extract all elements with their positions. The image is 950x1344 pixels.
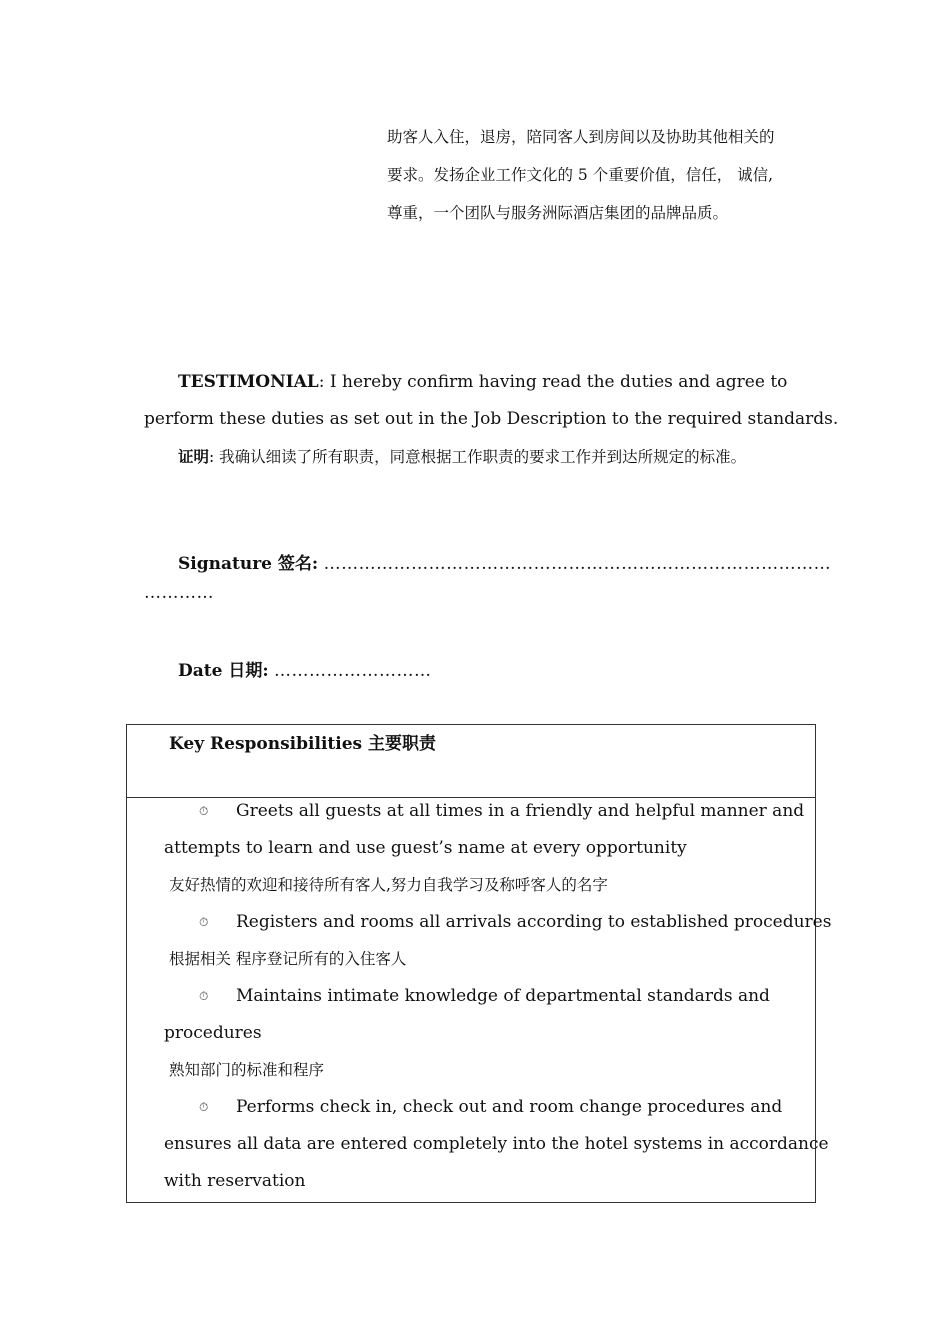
testimonial-line-2: perform these duties as set out in the Job Description to the required standards. — [144, 409, 839, 429]
responsibility-1-zh: 友好热情的欢迎和接待所有客人,努力自我学习及称呼客人的名字 — [169, 876, 608, 894]
responsibility-4-en-2: ensures all data are entered completely into the hotel systems in accordance — [164, 1134, 829, 1154]
testimonial-label: TESTIMONIAL — [178, 372, 319, 392]
clock-icon: ⏱ — [199, 1100, 209, 1114]
responsibility-1-en-2: attempts to learn and use guest’s name at every opportunity — [164, 838, 687, 858]
intro-line-1: 助客人入住，退房，陪同客人到房间以及协助其他相关的 — [387, 128, 775, 146]
testimonial-text-1: : I hereby confirm having read the duties and agree to — [318, 372, 788, 392]
responsibility-4-en-1: Performs check in, check out and room change procedures and — [236, 1097, 783, 1117]
key-responsibilities-body-cell — [127, 798, 832, 1203]
date-label: Date 日期: — [178, 661, 269, 681]
signature-dots: …………………………………………………………………………… — [323, 554, 832, 574]
intro-line-2: 要求。发扬企业工作文化的 5 个重要价值，信任， 诚信, — [387, 166, 774, 184]
clock-icon: ⏱ — [199, 915, 209, 929]
responsibility-3-en-2: procedures — [164, 1023, 262, 1043]
date-line — [178, 656, 432, 681]
date-dots: ……………………… — [274, 661, 432, 681]
clock-icon: ⏱ — [199, 989, 209, 1003]
clock-icon: ⏱ — [199, 804, 209, 818]
intro-line-3: 尊重，一个团队与服务洲际酒店集团的品牌品质。 — [387, 204, 729, 222]
responsibility-3-en-1: Maintains intimate knowledge of departmental standards and — [236, 986, 770, 1006]
signature-line — [178, 549, 831, 574]
responsibility-1-en-1: Greets all guests at all times in a friendly and helpful manner and — [236, 801, 805, 821]
responsibility-2-zh: 根据相关 程序登记所有的入住客人 — [169, 950, 407, 968]
responsibility-4-en-3: with reservation — [164, 1171, 306, 1191]
key-responsibilities-title: Key Responsibilities 主要职责 — [169, 734, 437, 754]
responsibility-3-zh: 熟知部门的标准和程序 — [169, 1061, 325, 1079]
signature-label: Signature 签名: — [178, 554, 319, 574]
testimonial-label-zh: 证明 — [178, 447, 210, 466]
key-responsibilities-table — [126, 724, 832, 1203]
testimonial-text-zh: : 我确认细读了所有职责，同意根据工作职责的要求工作并到达所规定的标准。 — [209, 448, 747, 466]
testimonial-line-1 — [178, 372, 787, 392]
signature-dots-2: ………… — [144, 583, 214, 603]
testimonial-zh — [178, 438, 746, 476]
key-responsibilities-header-cell — [127, 725, 816, 798]
responsibility-2-en-1: Registers and rooms all arrivals according to established procedures — [236, 912, 832, 932]
